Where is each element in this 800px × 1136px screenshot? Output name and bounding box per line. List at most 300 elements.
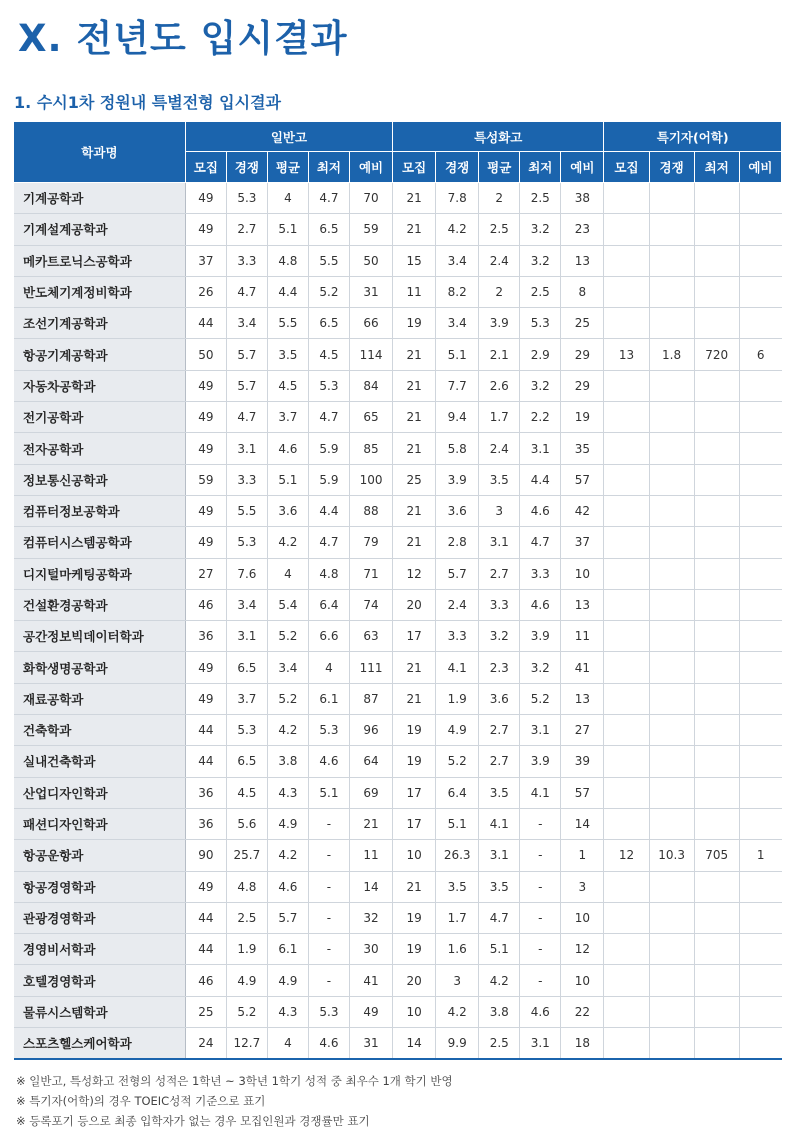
table-cell: [694, 683, 739, 714]
table-cell: 5.2: [267, 621, 308, 652]
table-cell: 1: [561, 840, 604, 871]
table-cell: 46: [185, 965, 226, 996]
table-cell: [604, 464, 649, 495]
table-cell: 36: [185, 621, 226, 652]
table-cell: 4.7: [520, 527, 561, 558]
table-cell: 2.4: [479, 433, 520, 464]
table-cell: [604, 495, 649, 526]
table-cell: 3.2: [520, 214, 561, 245]
table-cell: 3.1: [226, 621, 267, 652]
table-cell: [604, 558, 649, 589]
table-cell: 3.4: [267, 652, 308, 683]
table-cell: 2.7: [479, 558, 520, 589]
table-cell: 5.3: [226, 183, 267, 214]
table-cell: 36: [185, 777, 226, 808]
table-cell: [694, 276, 739, 307]
table-cell: [649, 871, 694, 902]
table-cell: [604, 746, 649, 777]
table-cell: 57: [561, 777, 604, 808]
table-cell: 3.2: [479, 621, 520, 652]
table-cell: [694, 777, 739, 808]
table-cell: 4.6: [267, 433, 308, 464]
table-cell: [604, 902, 649, 933]
table-row: [14, 1028, 782, 1060]
footnote: ※ 일반고, 특성화고 전형의 성적은 1학년 ~ 3학년 1학기 성적 중 최우수 1개 학기 반영: [16, 1074, 453, 1088]
table-cell: 1.9: [226, 934, 267, 965]
table-cell: [604, 589, 649, 620]
table-cell: 7.6: [226, 558, 267, 589]
table-cell: 36: [185, 808, 226, 839]
table-cell: 4.1: [479, 808, 520, 839]
table-cell: -: [520, 934, 561, 965]
table-cell: 6.5: [308, 308, 349, 339]
column-header: 예비: [739, 152, 781, 183]
table-cell: [604, 996, 649, 1027]
table-cell: 4.3: [267, 996, 308, 1027]
table-cell: 4.9: [267, 965, 308, 996]
header-row-groups: [14, 122, 782, 152]
table-row: [14, 527, 782, 558]
table-cell: 10: [561, 965, 604, 996]
dept-header: 학과명: [14, 122, 185, 183]
table-cell: [649, 308, 694, 339]
table-cell: [694, 746, 739, 777]
column-header: 평균: [267, 152, 308, 183]
table-cell: 25.7: [226, 840, 267, 871]
table-cell: [694, 934, 739, 965]
table-cell: 2: [479, 183, 520, 214]
table-cell: 5.1: [436, 339, 479, 370]
table-cell: 4.9: [226, 965, 267, 996]
table-cell: [649, 402, 694, 433]
table-cell: 19: [393, 308, 436, 339]
table-cell: -: [520, 871, 561, 902]
table-cell: [739, 402, 781, 433]
table-cell: [649, 276, 694, 307]
table-cell: 5.7: [226, 339, 267, 370]
table-row: [14, 433, 782, 464]
table-row: [14, 495, 782, 526]
table-cell: 3.3: [520, 558, 561, 589]
table-cell: 1.9: [436, 683, 479, 714]
table-cell: 4.1: [520, 777, 561, 808]
table-row: [14, 746, 782, 777]
table-cell: 4.5: [267, 370, 308, 401]
table-cell: 5.1: [436, 808, 479, 839]
table-cell: 5.1: [267, 214, 308, 245]
table-cell: [604, 934, 649, 965]
table-cell: -: [520, 965, 561, 996]
table-cell: 2.5: [226, 902, 267, 933]
table-cell: [649, 558, 694, 589]
table-cell: 32: [349, 902, 392, 933]
column-header: 모집: [604, 152, 649, 183]
table-cell: [649, 1028, 694, 1060]
table-cell: 2.2: [520, 402, 561, 433]
table-cell: 7.7: [436, 370, 479, 401]
table-cell: 2.7: [479, 746, 520, 777]
table-cell: 720: [694, 339, 739, 370]
table-cell: 3.6: [267, 495, 308, 526]
table-cell: 5.2: [226, 996, 267, 1027]
table-cell: -: [308, 965, 349, 996]
table-cell: 5.3: [226, 715, 267, 746]
table-cell: [739, 621, 781, 652]
table-cell: 5.6: [226, 808, 267, 839]
table-cell: 21: [349, 808, 392, 839]
table-cell: 4.4: [308, 495, 349, 526]
table-cell: [649, 996, 694, 1027]
dept-name: 기계공학과: [14, 183, 185, 214]
table-cell: 4.1: [436, 652, 479, 683]
table-cell: 27: [185, 558, 226, 589]
table-cell: 4.7: [226, 276, 267, 307]
table-row: [14, 183, 782, 214]
table-cell: 2.5: [520, 183, 561, 214]
table-cell: [649, 746, 694, 777]
table-cell: 23: [561, 214, 604, 245]
table-cell: 12: [604, 840, 649, 871]
table-cell: [649, 652, 694, 683]
table-cell: 44: [185, 308, 226, 339]
table-cell: 5.9: [308, 464, 349, 495]
table-row: [14, 402, 782, 433]
table-cell: [604, 871, 649, 902]
table-cell: 4.6: [267, 871, 308, 902]
table-cell: 114: [349, 339, 392, 370]
table-cell: [694, 245, 739, 276]
table-cell: [604, 715, 649, 746]
table-cell: [739, 308, 781, 339]
table-cell: 6.4: [308, 589, 349, 620]
table-cell: 2.4: [479, 245, 520, 276]
table-cell: 21: [393, 339, 436, 370]
table-cell: [739, 652, 781, 683]
table-cell: 4.6: [520, 495, 561, 526]
table-row: [14, 558, 782, 589]
table-cell: 6.1: [267, 934, 308, 965]
table-cell: 3.3: [479, 589, 520, 620]
table-cell: [694, 308, 739, 339]
column-header: 경쟁: [649, 152, 694, 183]
table-cell: 6: [739, 339, 781, 370]
table-cell: 21: [393, 433, 436, 464]
table-cell: 5.5: [267, 308, 308, 339]
table-cell: 6.5: [308, 214, 349, 245]
table-cell: [604, 308, 649, 339]
table-row: [14, 370, 782, 401]
table-cell: 2.5: [520, 276, 561, 307]
page-title: X. 전년도 입시결과: [18, 17, 348, 60]
table-cell: [649, 902, 694, 933]
table-cell: [694, 652, 739, 683]
table-cell: 44: [185, 934, 226, 965]
table-cell: 3.3: [226, 464, 267, 495]
table-cell: 3: [479, 495, 520, 526]
table-cell: 79: [349, 527, 392, 558]
table-cell: 3.9: [479, 308, 520, 339]
table-cell: 10: [393, 840, 436, 871]
table-body: [14, 183, 782, 1060]
table-row: [14, 308, 782, 339]
table-cell: 5.7: [267, 902, 308, 933]
table-cell: 4.2: [267, 527, 308, 558]
table-cell: 8: [561, 276, 604, 307]
table-cell: 59: [185, 464, 226, 495]
table-cell: [739, 370, 781, 401]
table-cell: 9.9: [436, 1028, 479, 1060]
column-header: 모집: [393, 152, 436, 183]
table-cell: 3.8: [479, 996, 520, 1027]
table-cell: [694, 433, 739, 464]
table-cell: 12: [393, 558, 436, 589]
table-cell: 4.2: [436, 214, 479, 245]
table-cell: 19: [393, 746, 436, 777]
table-row: [14, 276, 782, 307]
dept-name: 기계설계공학과: [14, 214, 185, 245]
table-cell: 6.5: [226, 746, 267, 777]
table-cell: [739, 996, 781, 1027]
table-cell: 3.4: [226, 308, 267, 339]
table-cell: 6.4: [436, 777, 479, 808]
table-cell: [694, 589, 739, 620]
table-cell: 4.9: [436, 715, 479, 746]
table-cell: 49: [185, 370, 226, 401]
table-cell: -: [520, 808, 561, 839]
table-cell: 64: [349, 746, 392, 777]
table-cell: [739, 934, 781, 965]
table-cell: [649, 621, 694, 652]
table-cell: 19: [561, 402, 604, 433]
table-cell: [649, 245, 694, 276]
table-cell: 2.7: [226, 214, 267, 245]
table-cell: 13: [561, 683, 604, 714]
table-cell: [604, 214, 649, 245]
table-cell: 1.6: [436, 934, 479, 965]
table-cell: [739, 589, 781, 620]
column-header: 평균: [479, 152, 520, 183]
table-cell: [694, 715, 739, 746]
table-cell: 5.7: [226, 370, 267, 401]
table-cell: 5.1: [308, 777, 349, 808]
table-cell: 5.3: [520, 308, 561, 339]
table-cell: 21: [393, 370, 436, 401]
table-cell: 66: [349, 308, 392, 339]
table-cell: 5.3: [308, 996, 349, 1027]
table-cell: [694, 464, 739, 495]
table-cell: 37: [561, 527, 604, 558]
column-header: 최저: [520, 152, 561, 183]
table-cell: [694, 495, 739, 526]
table-cell: [694, 808, 739, 839]
group-header-general: 일반고: [185, 122, 392, 152]
table-cell: 10: [393, 996, 436, 1027]
table-cell: -: [308, 871, 349, 902]
table-cell: 59: [349, 214, 392, 245]
table-cell: 2.3: [479, 652, 520, 683]
dept-name: 물류시스템학과: [14, 996, 185, 1027]
group-header-language: 특기자(어학): [604, 122, 782, 152]
table-cell: 2.5: [479, 214, 520, 245]
table-cell: 3.6: [436, 495, 479, 526]
table-cell: 4.7: [479, 902, 520, 933]
table-cell: 3.5: [479, 777, 520, 808]
table-cell: [649, 433, 694, 464]
table-cell: -: [520, 840, 561, 871]
table-cell: 49: [349, 996, 392, 1027]
table-cell: 3.9: [436, 464, 479, 495]
table-cell: 88: [349, 495, 392, 526]
table-cell: 14: [349, 871, 392, 902]
table-row: [14, 871, 782, 902]
table-cell: 5.3: [226, 527, 267, 558]
table-cell: 3.1: [479, 527, 520, 558]
table-cell: 13: [561, 245, 604, 276]
table-cell: [739, 558, 781, 589]
table-cell: 30: [349, 934, 392, 965]
table-cell: [694, 183, 739, 214]
table-cell: [694, 621, 739, 652]
table-cell: 31: [349, 276, 392, 307]
table-cell: 13: [604, 339, 649, 370]
table-cell: [739, 902, 781, 933]
table-cell: -: [520, 902, 561, 933]
table-cell: 7.8: [436, 183, 479, 214]
table-cell: [649, 527, 694, 558]
table-cell: 3.2: [520, 652, 561, 683]
table-cell: [739, 527, 781, 558]
table-cell: 6.6: [308, 621, 349, 652]
dept-name: 전기공학과: [14, 402, 185, 433]
table-cell: 11: [393, 276, 436, 307]
table-row: [14, 589, 782, 620]
dept-name: 메카트로닉스공학과: [14, 245, 185, 276]
table-cell: 46: [185, 589, 226, 620]
table-cell: 100: [349, 464, 392, 495]
table-cell: [604, 276, 649, 307]
table-cell: 49: [185, 652, 226, 683]
table-cell: 25: [393, 464, 436, 495]
table-cell: 5.1: [267, 464, 308, 495]
dept-name: 경영비서학과: [14, 934, 185, 965]
table-row: [14, 715, 782, 746]
table-cell: 4.4: [520, 464, 561, 495]
table-cell: 15: [393, 245, 436, 276]
table-cell: 17: [393, 808, 436, 839]
table-cell: 44: [185, 902, 226, 933]
table-cell: [604, 965, 649, 996]
table-cell: [604, 183, 649, 214]
table-cell: 5.8: [436, 433, 479, 464]
table-cell: 14: [393, 1028, 436, 1060]
table-cell: 6.5: [226, 652, 267, 683]
table-cell: 24: [185, 1028, 226, 1060]
table-cell: 4.2: [267, 840, 308, 871]
table-cell: 5.4: [267, 589, 308, 620]
table-cell: 70: [349, 183, 392, 214]
table-cell: 4.2: [267, 715, 308, 746]
table-cell: [649, 777, 694, 808]
table-cell: 2.7: [479, 715, 520, 746]
table-cell: 3.1: [226, 433, 267, 464]
table-cell: 29: [561, 339, 604, 370]
table-cell: 5.1: [479, 934, 520, 965]
table-cell: [739, 464, 781, 495]
table-cell: 37: [185, 245, 226, 276]
table-cell: 21: [393, 871, 436, 902]
table-cell: 3.4: [226, 589, 267, 620]
dept-name: 항공경영학과: [14, 871, 185, 902]
table-cell: 4: [267, 558, 308, 589]
table-cell: [604, 1028, 649, 1060]
table-cell: [739, 808, 781, 839]
dept-name: 항공기계공학과: [14, 339, 185, 370]
table-cell: [694, 965, 739, 996]
table-cell: 21: [393, 683, 436, 714]
table-row: [14, 464, 782, 495]
table-cell: [739, 245, 781, 276]
table-cell: 3.5: [436, 871, 479, 902]
table-row: [14, 214, 782, 245]
dept-name: 반도체기계정비학과: [14, 276, 185, 307]
table-cell: 3.6: [479, 683, 520, 714]
table-cell: [604, 621, 649, 652]
table-cell: 26.3: [436, 840, 479, 871]
table-cell: [739, 433, 781, 464]
dept-name: 호텔경영학과: [14, 965, 185, 996]
table-cell: 4.6: [308, 746, 349, 777]
table-cell: 21: [393, 214, 436, 245]
table-cell: 3.9: [520, 746, 561, 777]
table-cell: [604, 527, 649, 558]
table-cell: 3.2: [520, 245, 561, 276]
table-cell: 10: [561, 902, 604, 933]
table-row: [14, 902, 782, 933]
table-cell: [739, 1028, 781, 1060]
table-cell: 3: [561, 871, 604, 902]
table-cell: 4.5: [226, 777, 267, 808]
footnote: ※ 특기자(어학)의 경우 TOEIC성적 기준으로 표기: [16, 1094, 266, 1108]
table-cell: 3.7: [226, 683, 267, 714]
table-cell: [604, 245, 649, 276]
table-cell: 49: [185, 214, 226, 245]
table-cell: 3.4: [436, 308, 479, 339]
table-cell: 41: [349, 965, 392, 996]
table-cell: 4.8: [308, 558, 349, 589]
column-header: 최저: [308, 152, 349, 183]
table-cell: [604, 402, 649, 433]
table-cell: 4.6: [308, 1028, 349, 1060]
table-cell: 4.4: [267, 276, 308, 307]
table-cell: [739, 871, 781, 902]
table-cell: 44: [185, 746, 226, 777]
section-title: 1. 수시1차 정원내 특별전형 입시결과: [14, 93, 282, 112]
dept-name: 항공운항과: [14, 840, 185, 871]
table-cell: 1.7: [479, 402, 520, 433]
dept-name: 컴퓨터시스템공학과: [14, 527, 185, 558]
table-cell: 2.4: [436, 589, 479, 620]
table-cell: 21: [393, 495, 436, 526]
table-cell: [739, 183, 781, 214]
table-cell: 17: [393, 621, 436, 652]
table-cell: [649, 965, 694, 996]
table-cell: [739, 683, 781, 714]
table-cell: 2.1: [479, 339, 520, 370]
table-cell: 4.9: [267, 808, 308, 839]
table-cell: 21: [393, 402, 436, 433]
table-cell: 8.2: [436, 276, 479, 307]
table-cell: 1: [739, 840, 781, 871]
